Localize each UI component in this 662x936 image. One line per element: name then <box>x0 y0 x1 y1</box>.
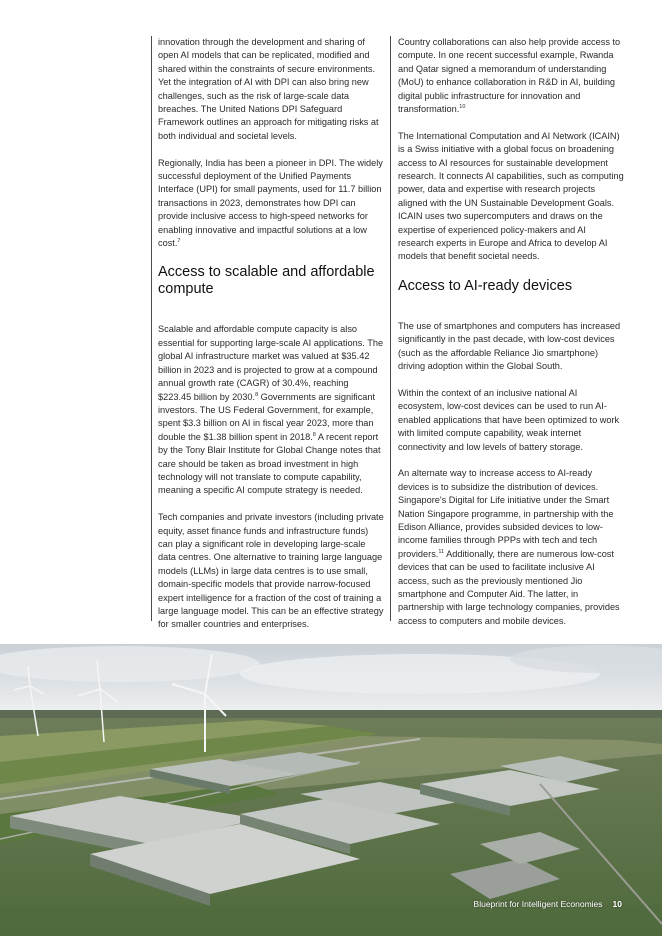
footnote-ref-8b[interactable]: 8 <box>312 431 316 438</box>
footnote-ref-11[interactable]: 11 <box>438 548 445 555</box>
paragraph-subsidize-devices: An alternate way to increase access to AI-ready devices is to subsidize the distribution of devices. Singapore's Digital for Life initiative under the Smart Nation Singapore programme, in partnership with the Edison Alliance, provides subsided devices to low-income families through PPPs with tech and tech providers.$^{11}$ Additionally, there are numerous low-cost devices that can be used to facilitate inclusive AI access, such as the previously mentioned Jio smartphone and Computer Aid. The latter, in partnership with large technology companies, provides access to computers and mobile devices. <box>398 468 620 626</box>
right-column <box>398 36 624 642</box>
paragraph-low-cost-devices: Within the context of an inclusive national AI ecosystem, low-cost devices can be used to run AI-enabled applications that have been optimized to work with limited compute capability, weak internet connectivity and low levels of battery storage. <box>398 387 620 452</box>
data-centre-aerial-photo <box>0 644 662 936</box>
paragraph-tech-companies: Tech companies and private investors (including private equity, asset finance funds and infrastructure funds) can play a significant role in developing large-scale data centres. One alternative to training large language models (LLMs) in large data centres is to use small, domain-specific models that provide narrow-focused expert intelligence for a fraction of the cost of training a large language model. This can be an effective strategy for smaller countries and enterprises. <box>158 512 384 630</box>
paragraph-compute-market: Scalable and affordable compute capacity is also essential for supporting large-scale AI applications. The global AI infrastructure market was valued at $35.42 billion in 2023 and is projected to grow at a compound annual growth rate (CAGR) of 30.4%, reaching $223.45 billion by 2030.$^8$ Governments are significant investors. The US Federal Government, for example, spent $3.3 billion on AI in fiscal year 2023, more than double the $1.38 billion spent in 2018.$^8$ A recent report by the Tony Blair Institute for Global Change notes that care should be taken as broad investment in high technology will not translate to compute capability, meaning a specific AI compute strategy is needed. <box>158 324 384 496</box>
footer-title: Blueprint for Intelligent Economies <box>473 899 603 909</box>
paragraph-country-collaborations: Country collaborations can also help provide access to compute. In one recent successful example, Rwanda and Qatar signed a memorandum of understanding (MoU) to enhance collaboration in R&D in AI, building digital public infrastructure for innovation and transformation.$^{10}$ <box>398 37 621 115</box>
heading-scalable-compute: Access to scalable and affordable compute <box>158 264 375 298</box>
footnote-ref-10[interactable]: 10 <box>459 104 466 111</box>
left-column <box>158 36 384 645</box>
footnote-ref-7[interactable]: 7 <box>177 238 181 245</box>
paragraph-smartphones: The use of smartphones and computers has increased significantly in the past decade, with low-cost devices (such as the affordable Reliance Jio smartphone) driving adoption within the Global South. <box>398 320 621 372</box>
left-column-rule <box>151 36 152 621</box>
paragraph-icain: The International Computation and AI Network (ICAIN) is a Swiss initiative with a global focus on broadening access to AI resources for sustainable development research. It connects AI capabilities, such as computing power, data and expertise with research projects aligned with the UN Sustainable Development Goals. ICAIN uses two supercomputers and draws on the expertise of experienced policy-makers and AI research experts in Europe and Africa to develop AI models that benefit societal needs. <box>398 130 624 262</box>
paragraph-open-ai-models: innovation through the development and sharing of open AI models that can be replicated, modified and shared within the constraints of secure environments. Yet the integration of AI with DPI can also bring new challenges, such as the risk of large-scale data breaches. The United Nations DPI Safeguard Framework outlines an approach for mitigating risks at both individual and societal levels. <box>158 37 379 141</box>
page-footer <box>474 899 622 909</box>
middle-column-rule <box>390 36 391 621</box>
page-number: 10 <box>612 899 622 909</box>
paragraph-india-dpi: Regionally, India has been a pioneer in DPI. The widely successful deployment of the Unified Payments Interface (UPI) for small payments, used for 11.7 billion transactions in 2023, demonstrates how DPI can provide inclusive access to high-speed networks for enabling innovative and impactful solutions at a low cost.$^7$ <box>158 157 383 249</box>
heading-ai-ready-devices: Access to AI-ready devices <box>398 277 573 294</box>
footnote-ref-8a[interactable]: 8 <box>255 391 259 398</box>
